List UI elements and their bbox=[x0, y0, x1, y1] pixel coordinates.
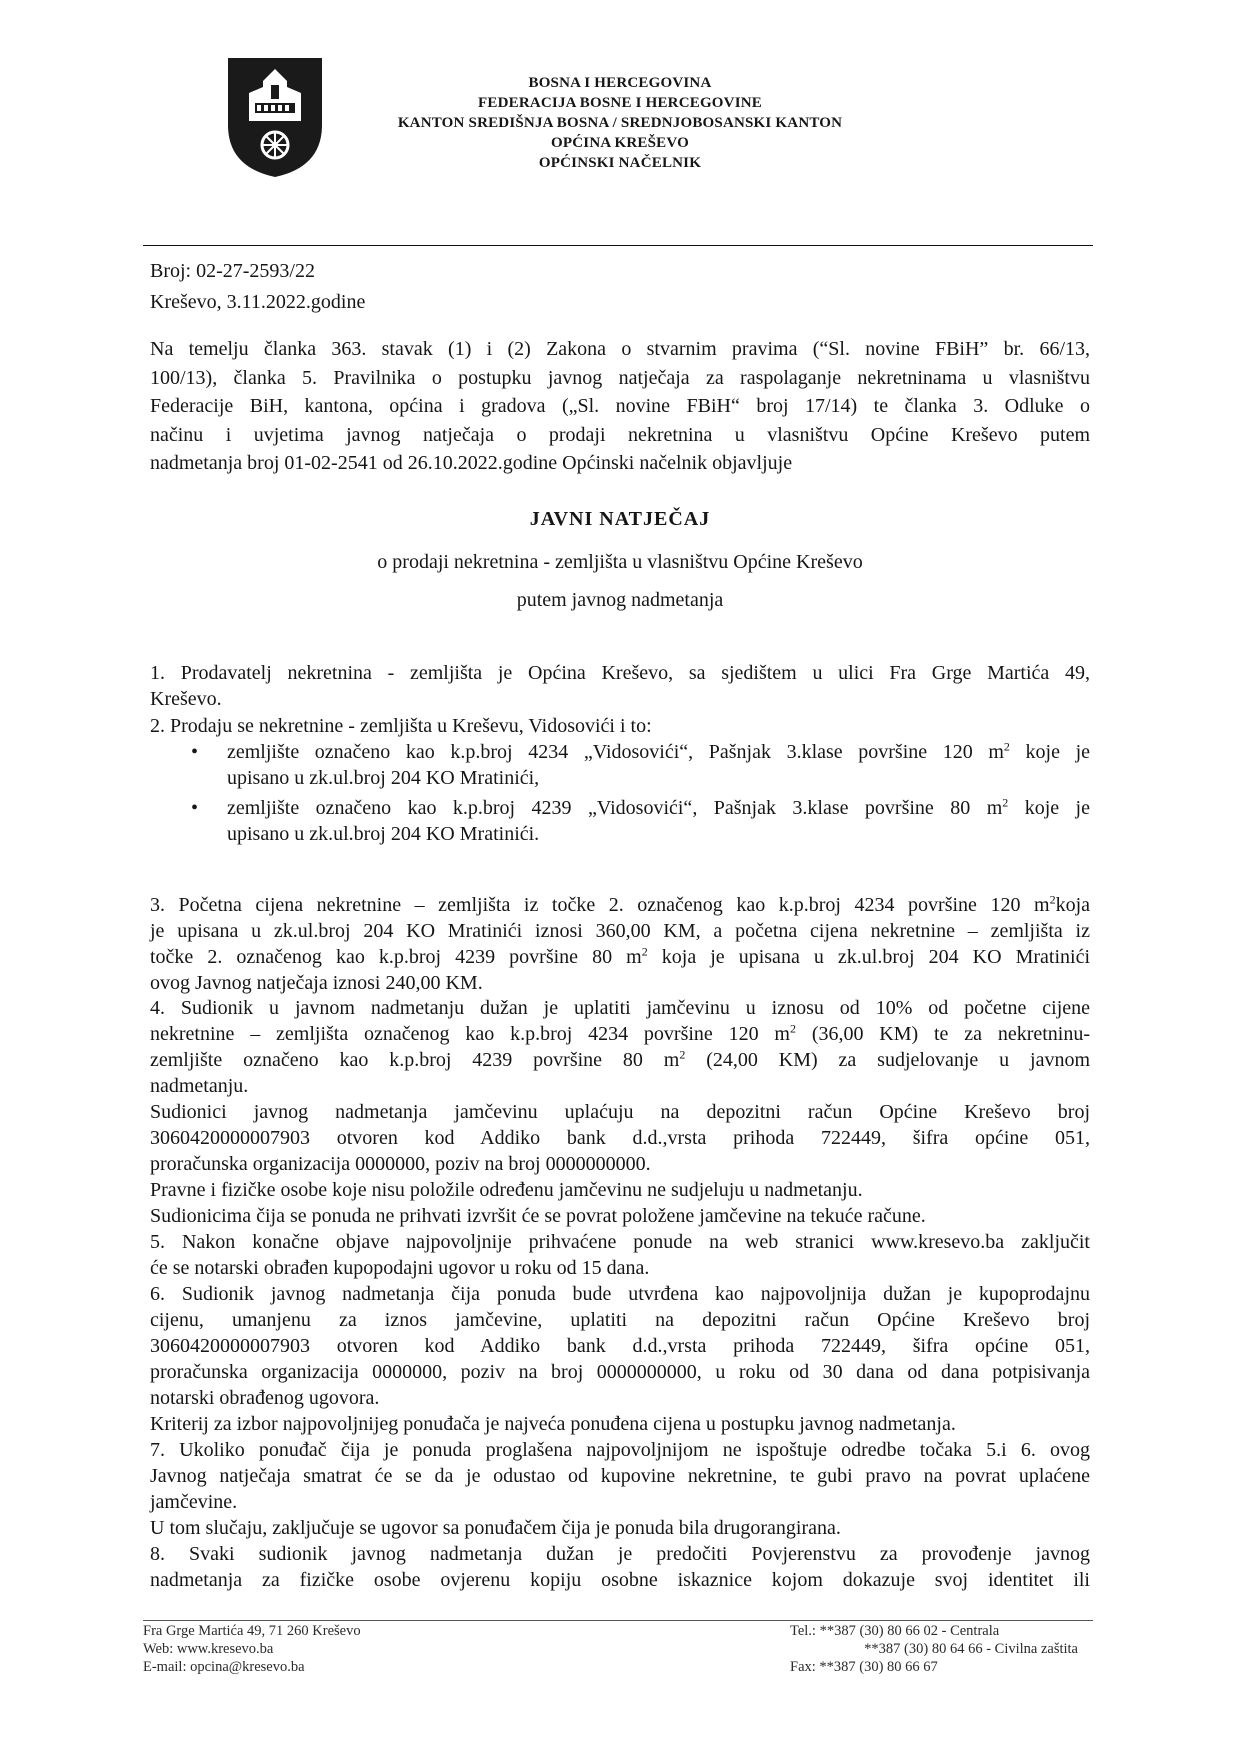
parcel-text: upisano u zk.ul.broj 204 KO Mratinići. bbox=[227, 823, 540, 845]
section-line: 4. Sudionik u javnom nadmetanju dužan je uplatiti jamčevinu u iznosu od 10% od početne cijene bbox=[150, 997, 1090, 1019]
header-line-federation: FEDERACIJA BOSNE I HERCEGOVINE bbox=[478, 95, 762, 111]
section-line: cijenu, umanjenu za iznos jamčevine, uplatiti na depozitni račun Općine Kreševo broj bbox=[150, 1309, 1090, 1331]
footer-contact-left bbox=[143, 1622, 361, 1676]
section-line: Javnog natječaja smatrat će se da je odustao od kupovine nekretnine, te gubi pravo na povrat uplaćene bbox=[150, 1465, 1090, 1487]
section-2-intro: 2. Prodaju se nekretnine - zemljišta u Kreševu, Vidosovići i to: bbox=[150, 715, 652, 737]
section-line: jamčevine. bbox=[150, 1491, 238, 1513]
municipality-crest-icon bbox=[225, 55, 325, 180]
header-line-country: BOSNA I HERCEGOVINA bbox=[528, 75, 712, 91]
parcel-text: koje je bbox=[1008, 797, 1090, 819]
list-item bbox=[150, 795, 1090, 847]
section-text: točke 2. označenog kao k.p.broj 4239 površine 80 m bbox=[150, 946, 642, 968]
section-line: Sudionicima čija se ponuda ne prihvati izvršit će se povrat položene jamčevine na tekuće račune. bbox=[150, 1205, 926, 1227]
superscript: 2 bbox=[679, 1047, 686, 1062]
section-8 bbox=[150, 1541, 1090, 1593]
parcel-text: koje je bbox=[1009, 741, 1090, 763]
intro-paragraph bbox=[150, 335, 1090, 478]
section-line: Kriterij za izbor najpovoljnijeg ponuđača je najveća ponuđena cijena u postupku javnog nadmetanja. bbox=[150, 1413, 956, 1435]
intro-line: Na temelju članka 363. stavak (1) i (2) Zakona o stvarnim pravima (“Sl. novine FBiH” br. 66/13, bbox=[150, 338, 1090, 360]
footer-email: E-mail: opcina@kresevo.ba bbox=[143, 1659, 305, 1675]
footer-phone-central: Tel.: **387 (30) 80 66 02 - Centrala bbox=[790, 1623, 1000, 1639]
section-line: 3060420000007903 otvoren kod Addiko bank d.d.,vrsta prihoda 722449, šifra općine 051, bbox=[150, 1335, 1090, 1357]
superscript: 2 bbox=[1002, 795, 1009, 810]
section-7 bbox=[150, 1437, 1090, 1541]
reference-place-date: Kreševo, 3.11.2022.godine bbox=[150, 291, 366, 313]
parcel-text: zemljište označeno kao k.p.broj 4239 „Vidosovići“, Pašnjak 3.klase površine 80 m bbox=[227, 797, 1003, 819]
section-2 bbox=[150, 713, 1090, 847]
section-line: Sudionici javnog nadmetanja jamčevinu uplaćuju na depozitni račun Općine Kreševo broj bbox=[150, 1101, 1090, 1123]
document-title: JAVNI NATJEČAJ bbox=[529, 508, 711, 530]
section-text: 3. Početna cijena nekretnine – zemljišta iz točke 2. označenog kao k.p.broj 4234 površine 120 m bbox=[150, 894, 1050, 916]
section-line: 5. Nakon konačne objave najpovoljnije prihvaćene ponude na web stranici www.kresevo.ba zaključit bbox=[150, 1231, 1090, 1253]
intro-line: nadmetanja broj 01-02-2541 od 26.10.2022.godine Općinski načelnik objavljuje bbox=[150, 452, 793, 474]
section-1 bbox=[150, 660, 1090, 712]
section-line: ovog Javnog natječaja iznosi 240,00 KM. bbox=[150, 972, 483, 994]
parcel-list bbox=[150, 739, 1090, 847]
section-line: U tom slučaju, zaključuje se ugovor sa ponuđačem čija je ponuda bila drugorangirana. bbox=[150, 1517, 841, 1539]
section-text: koja je upisana u zk.ul.broj 204 KO Mratinići bbox=[647, 946, 1090, 968]
superscript: 2 bbox=[1049, 892, 1056, 907]
parcel-text: zemljište označeno kao k.p.broj 4234 „Vidosovići“, Pašnjak 3.klase površine 120 m bbox=[227, 741, 1004, 763]
footer-divider bbox=[143, 1620, 1093, 1621]
section-text: zemljište označeno kao k.p.broj 4239 površine 80 m bbox=[150, 1049, 680, 1071]
section-text: (36,00 KM) te za nekretninu- bbox=[796, 1023, 1091, 1045]
section-line: 6. Sudionik javnog nadmetanja čija ponuda bude utvrđena kao najpovoljnija dužan je kupoprodajnu bbox=[150, 1283, 1090, 1305]
footer-contact-right bbox=[790, 1622, 1078, 1676]
section-6 bbox=[150, 1281, 1090, 1437]
superscript: 2 bbox=[1003, 739, 1010, 754]
section-line: 7. Ukoliko ponuđač čija je ponuda proglašena najpovoljnijom ne ispoštuje odredbe točaka 5.i 6. ovog bbox=[150, 1439, 1090, 1461]
section-line: 3060420000007903 otvoren kod Addiko bank d.d.,vrsta prihoda 722449, šifra općine 051, bbox=[150, 1127, 1090, 1149]
section-line: je upisana u zk.ul.broj 204 KO Mratinići iznosi 360,00 KM, a početna cijena nekretnine – zemljišta iz bbox=[150, 920, 1090, 942]
section-line: će se notarski obrađen kupopodajni ugovor u roku od 15 dana. bbox=[150, 1257, 650, 1279]
superscript: 2 bbox=[790, 1021, 796, 1036]
section-text: nekretnine – zemljišta označenog kao k.p.broj 4234 površine 120 m bbox=[150, 1023, 790, 1045]
bullet-icon: • bbox=[191, 741, 199, 763]
superscript: 2 bbox=[641, 944, 648, 959]
section-line: nadmetanja za fizičke osobe ovjerenu kopiju osobne iskaznice kojom dokazuje svoj identitet ili bbox=[150, 1569, 1090, 1591]
section-line: 8. Svaki sudionik javnog nadmetanja dužan je predočiti Povjerenstvu za provođenje javnog bbox=[150, 1543, 1090, 1565]
section-line: Kreševo. bbox=[150, 688, 222, 710]
parcel-text: upisano u zk.ul.broj 204 KO Mratinići, bbox=[227, 767, 540, 789]
document-subtitle: o prodaji nekretnina - zemljišta u vlasništvu Općine Kreševo bbox=[377, 551, 863, 573]
intro-line: 100/13), članka 5. Pravilnika o postupku javnog natječaja za raspolaganje nekretninama u vlasništvu bbox=[150, 366, 1090, 389]
document-subtitle-2: putem javnog nadmetanja bbox=[516, 589, 724, 611]
section-text: koja bbox=[1055, 894, 1090, 916]
intro-line: načinu i uvjetima javnog natječaja o prodaji nekretnina u vlasništvu Općine Kreševo putem bbox=[150, 423, 1090, 446]
section-line: proračunska organizacija 0000000, poziv na broj 0000000000. bbox=[150, 1153, 651, 1175]
section-text: (24,00 KM) za sudjelovanje u javnom bbox=[685, 1049, 1091, 1071]
header-line-canton: KANTON SREDIŠNJA BOSNA / SREDNJOBOSANSKI KANTON bbox=[397, 115, 843, 131]
list-item bbox=[150, 739, 1090, 791]
section-line: notarski obrađenog ugovora. bbox=[150, 1387, 380, 1409]
header-line-municipality: OPĆINA KREŠEVO bbox=[551, 135, 689, 151]
footer-address: Fra Grge Martića 49, 71 260 Kreševo bbox=[143, 1623, 361, 1639]
intro-line: Federacije BiH, kantona, općina i gradova („Sl. novine FBiH“ broj 17/14) te članka 3. Odluke o bbox=[150, 395, 1090, 417]
reference-block bbox=[150, 256, 365, 318]
header-line-office: OPĆINSKI NAČELNIK bbox=[538, 155, 702, 171]
section-line: nadmetanju. bbox=[150, 1075, 249, 1097]
section-3 bbox=[150, 892, 1090, 996]
letterhead bbox=[330, 73, 910, 173]
section-line: Pravne i fizičke osobe koje nisu položile određenu jamčevinu ne sudjeluju u nadmetanju. bbox=[150, 1179, 863, 1201]
footer-web: Web: www.kresevo.ba bbox=[143, 1641, 274, 1657]
header-divider bbox=[143, 245, 1093, 246]
section-5 bbox=[150, 1229, 1090, 1281]
reference-number: Broj: 02-27-2593/22 bbox=[150, 260, 315, 282]
section-4 bbox=[150, 995, 1090, 1229]
bullet-icon: • bbox=[191, 797, 199, 819]
section-line: 1. Prodavatelj nekretnina - zemljišta je Općina Kreševo, sa sjedištem u ulici Fra Grge Martića 49, bbox=[150, 662, 1090, 684]
section-line: proračunska organizacija 0000000, poziv na broj 0000000000, u roku od 30 dana od dana potpisivanja bbox=[150, 1361, 1090, 1383]
footer-fax: Fax: **387 (30) 80 66 67 bbox=[790, 1659, 938, 1675]
footer-phone-civil: **387 (30) 80 64 66 - Civilna zaštita bbox=[864, 1641, 1078, 1657]
